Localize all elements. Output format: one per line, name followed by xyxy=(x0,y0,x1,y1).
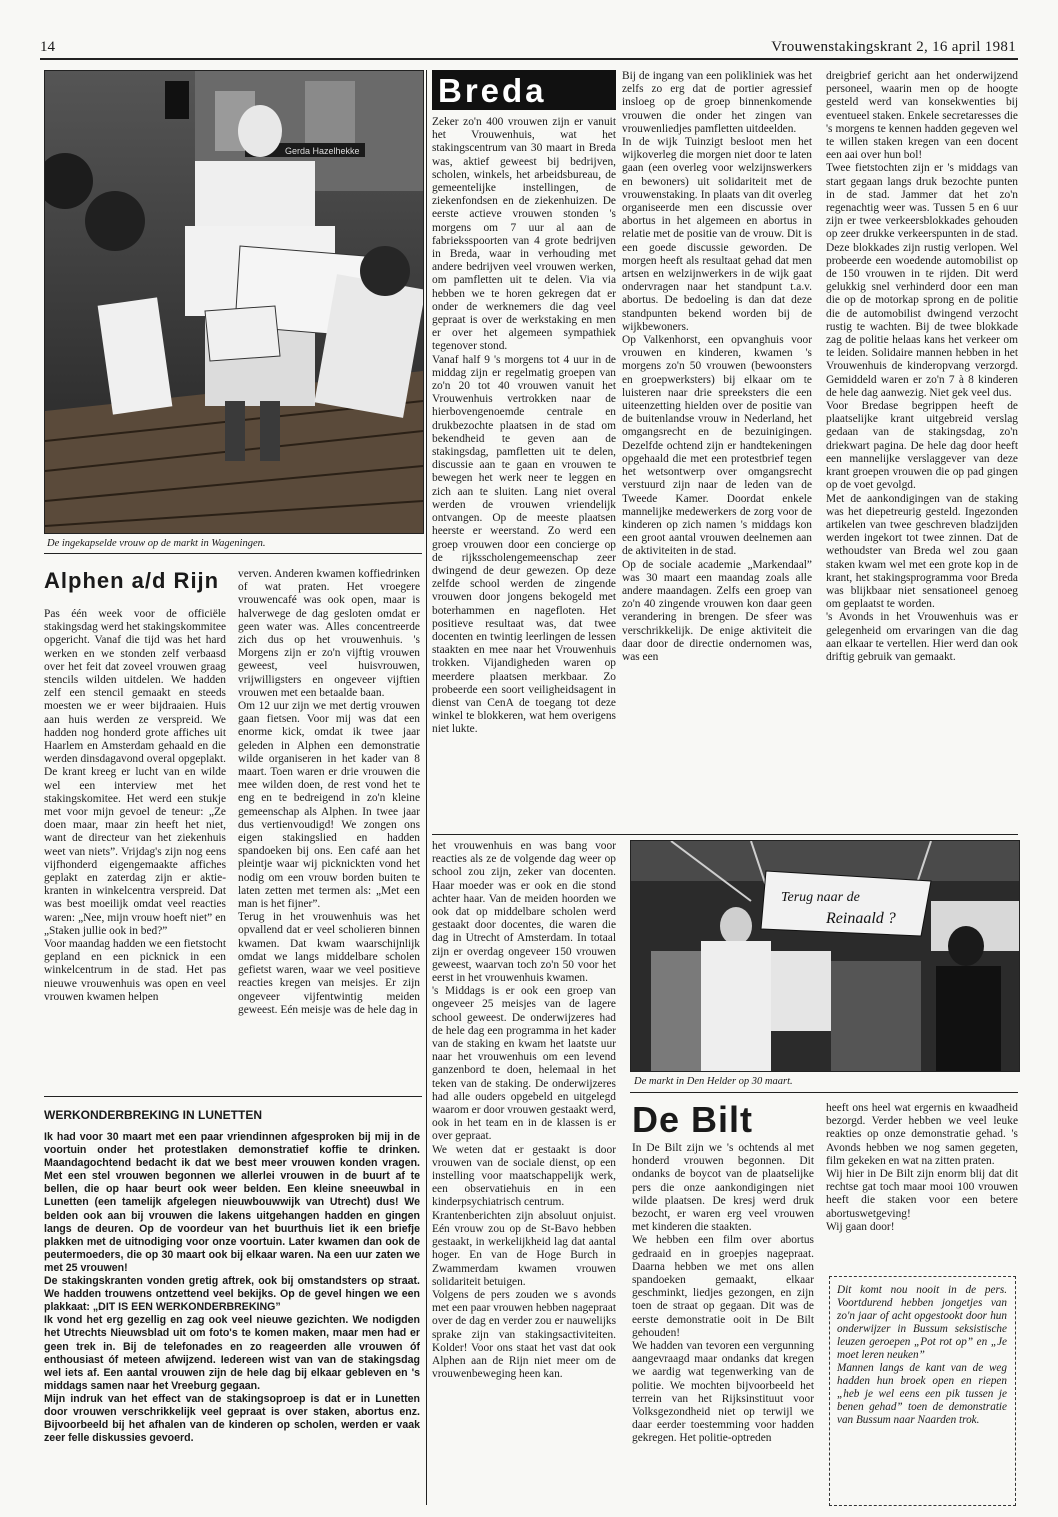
lunetten-headline: WERKONDERBREKING IN LUNETTEN xyxy=(44,1108,262,1122)
photo-den-helder-caption: De markt in Den Helder op 30 maart. xyxy=(634,1076,793,1087)
photo-den-helder-image xyxy=(631,841,1019,1071)
photo-sign-text: Gerda Hazelhekke xyxy=(285,146,360,156)
breda-bottom-rule xyxy=(432,834,1018,835)
alphen-bottom-rule xyxy=(44,1096,422,1097)
lunetten-body: Ik had voor 30 maart met een paar vriendinnen afgesproken bij mij in de voortuin onder het protestlaken demonstratief koffie te drinken. Maandagochtend bedacht ik dat we best meer vrouwen konden vragen. Met een stel vrouwen begonnen we allerlei vrouwen in de buurt af te bellen, die op haar beurt ook weer belden. Een kleine sneeuwbal in Lunetten (een tamelijk afgelegen nieuwbouwwijk van Utrecht) dus! We belden ook aan bij vrouwen die lakens uitgehangen hadden en gingen langs de deuren. Op de voordeur van het buurthuis liet ik een briefje plakken met de uitnodiging voor onze voortuin. Later kwamen dan ook de peutermoeders, die op 30 maart ook bij elkaar waren. Na een uur zaten we met 25 vrouwen! De stakingskranten vonden gretig aftrek, ook bij omstandsters op straat. We hadden trouwens ontzettend veel bekijks. Op de gevel hingen we een plakkaat: „DIT IS EEN WERKONDERBREKING” Ik vond het erg gezellig en zag ook veel nieuwe gezichten. We nodigden het Utrechts Nieuwsblad uit om foto's te komen maken, maar men had er geen trek in. Bij de telefonades en zo reageerden alle vrouwen óf enthousiast óf meteen afwijzend. Iedereen wist van van de stakingsdag wel iets af. Een aantal vrouwen zijn de hele dag bij elkaar gebleven en 's middags samen naar het Vreeburg gegaan. Mijn indruk van het effect van de stakingsoproep is dat er in Lunetten door vrouwen verschrikkelijk veel gepraat is over staken, abortus enz. Bijvoorbeeld bij het afhalen van de kinderen op scholen, werden er vaak zeer felle diskussies gevoerd. xyxy=(44,1131,420,1445)
debilt-headline: De Bilt xyxy=(632,1099,754,1140)
masthead: Vrouwenstakingskrant 2, 16 april 1981 xyxy=(771,39,1016,55)
alphen-headline: Alphen a/d Rijn xyxy=(44,568,220,593)
photo-wageningen xyxy=(44,70,424,534)
boxed-note-text: Dit komt nou nooit in de pers. Voortdurend hebben jongetjes van zo'n jaar of acht opgestookt door hun onderwijzer in Bussum seksistische leuzen geroepen „Pot rot op” en „Je moet leren neuken” Mannen langs de kant van de weg hadden hun broek open en riepen „heb je wel eens een pik tussen je benen gehad” toen de demonstratie van Bussum naar Naarden trok. xyxy=(837,1284,1007,1426)
breda-column-1: Zeker zo'n 400 vrouwen zijn er vanuit het Vrouwenhuis, wat het stakingscentrum van 30 maart in Breda was, aktief geweest bij bedrijven, scholen, winkels, het arbeidsbureau, de gemeentelijke instellingen, de ziekenfondsen en de ziekenhuizen. De eerste actieve vrouwen stonden 's morgens om 7 uur al aan de fabrieksspoorten van 4 grote bedrijven in Breda, waar in verhouding met andere bedrijven veel vrouwen werken, om pamfletten uit te delen. Via via hebben we te horen gekregen dat er onder de werknemers die dag veel gepraat is over de werkstaking en men er over het algemeen sympathiek tegenover stond. Vanaf half 9 's morgens tot 4 uur in de middag zijn er regelmatig groepen van zo'n 20 tot 40 vrouwen vanuit het Vrouwenhuis vertrokken naar de hierbovengenoemde centrale en drukbezochte plaatsen in de stad om bekendheid te geven aan de stakingsdag, pamfletten uit te delen, discussie aan te gaan en vrouwen te bewegen het werk neer te leggen en zich aan te sluiten. Lang niet overal werden de vrouwen vriendelijk ontvangen. Op de meeste plaatsen heerste er weerstand. Zo werd een groep vrouwen door een concierge op de rijksscholengemeenschap zeer dwingend de deur gewezen. Op deze zelfde school werden de zingende vrouwen door jongens bekogeld met boterhammen en nagefloten. Het positieve resultaat was, dat twee docenten en twintig leerlingen de lessen staakten en mee naar het Vrouwenhuis trokken. Vijandigheden waren op meerdere plaatsen merkbaar. Zo probeerde een soort veiligheidsagent in dienst van CenA de toegang tot deze winkel te blokkeren, wat hem overigens niet lukte. xyxy=(432,116,616,736)
photo-sign-text-1: Terug naar de xyxy=(781,890,860,905)
header-rule xyxy=(40,58,1018,60)
photo-wageningen-image xyxy=(45,71,423,533)
alphen-continuation: het vrouwenhuis en was bang voor reacties als ze de volgende dag weer op school zou zijn, zeker van docenten. Haar moeder was er ook en die stond achter haar. Van de meiden hoorden we ook dat op middelbare scholen werd gestaakt door docentes, die waren die dag in Utrecht of Amsterdam. In totaal zijn er overdag ongeveer 150 vrouwen geweest, waarvan toch zo'n 50 voor het eerst in het vrouwenhuis kwamen. 's Middags is er ook een groep van ongeveer 25 meisjes van de lagere school geweest. De onderwijzeres had de hele dag een programma in het kader van de staking en kwam het laatste uur naar het vrouwenhuis om een levend ganzenbord te doen, helemaal in het teken van de staking. De onderwijzeres had alle ouders opgebeld en uitgelegd waarom er door vrouwen gestaakt werd, ook in het team en in de klassen is er over gepraat. We weten dat er gestaakt is door vrouwen van de sociale dienst, op een instelling voor maatschappelijk werk, een observatiehuis en in een kinderpsychiatrisch centrum. Krantenberichten zijn absoluut onjuist. Eén vrouw zou op de St-Bavo hebben gestaakt, in werkelijkheid lag dat aantal hoger. En van de Hoge Burch in Zwammerdam kwamen vrouwen solidariteit betuigen. Volgens de pers zouden we s avonds met een paar vrouwen hebben nagepraat over de dag en verder zou er nauwelijks sprake zijn van stakingsactiviteiten. Kolder! Voor ons staat het vast dat ook Alphen aan de Rijn niet meer om de vrouwenbeweging heen kan. xyxy=(432,840,616,1381)
page-number: 14 xyxy=(40,39,55,55)
photo-sign-text-2: Reinaald ? xyxy=(826,910,896,927)
photo-wageningen-rule xyxy=(44,553,422,554)
photo-wageningen-caption: De ingekapselde vrouw op de markt in Wageningen. xyxy=(47,538,266,549)
alphen-column-2: verven. Anderen kwamen koffiedrinken of wat praten. Het vroegere vrouwencafé was ook open, maar is halverwege de dag gesloten omdat er geen water was. Alles concentreerde zich dus op het vrouwenhuis. 's Morgens zijn er zo'n vijftig vrouwen geweest, veel huisvrouwen, vrijwilligsters en ongeveer vijftien vrouwen met een betaalde baan. Om 12 uur zijn we met dertig vrouwen gaan fietsen. Voor mij was dat een enorme kick, omdat ik twee jaar geleden in Alphen een demonstratie wilde organiseren in het kader van 8 maart. Toen waren er drie vrouwen die mee wilden doen, de rest vond het te eng en te bedreigend in zo'n kleine gemeenschap als Alphen. In twee jaar dus vertienvoudigd! We zongen ons eigen stakingslied en hadden spandoeken bij ons. Een café aan het pleintje waar wij picknickten vond het nodig om een vrouw borden buiten te laten zetten met termen als: „Met een man is het fijner”. Terug in het vrouwenhuis was het opvallend dat er veel scholieren binnen kwamen. Dat kwam waarschijnlijk omdat we langs middelbare scholen gefietst waren, waar we veel positieve reacties kregen van meisjes. Er zijn ongeveer vijfentwintig meiden geweest. Eén meisje was de hele dag in xyxy=(238,568,420,1016)
column-divider xyxy=(426,70,427,1505)
photo-den-helder-rule xyxy=(630,1092,1018,1093)
alphen-column-1: Pas één week voor de officiële stakingsdag werd het stakingskommitee opgericht. Vanaf die tijd was het hard werken en we stonden zelf verbaasd over het feit dat zoveel vrouwen graag stencils wilden uitdelen. We hadden zelf een stencil gemaakt en steeds moesten we er weer bijdraaien. Huis aan huis werden ze verspreid. We hadden nog honderd grote affiches uit Haarlem en Amsterdam gehaald en die werden dinsdagavond overal opgeplakt. De krant kreeg er lucht van en wilde wel een interview met het stakingskomitee. Het werd een stukje met voor mijn gevoel de teneur: „Ze doen maar, maar zin heeft het niet, want de directeur van het ziekenhuis weet van niets”. Vrijdag's zijn nog eens vijfhonderd eigengemaakte affiches geplakt en zaterdag zijn er aktie-kranten in winkelcentra verspreid. Dat was best moeilijk omdat veel reacties waren: „Nee, mijn vrouw hoeft niet” en „Staken jullie ook in bed?” Voor maandag hadden we een fietstocht gepland en een picknick in een winkelcentrum in de stad. Het pas nieuwe vrouwenhuis was open en veel vrouwen kwamen helpen xyxy=(44,608,226,1003)
photo-den-helder xyxy=(630,840,1020,1072)
breda-headline: Breda xyxy=(438,72,547,109)
breda-column-2: Bij de ingang van een polikliniek was het zelfs zo erg dat de portier agressief insloeg op de groep binnenkomende vrouwen die onder het zingen van vrouwenliedjes pamfletten uitdeelden. In de wijk Tuinzigt besloot men het wijkoverleg die morgen niet door te laten gaan (een overleg voor welzijnswerkers en bewoners) uit solidariteit met de vrouwenstaking. In plaats van dit overleg organiseerde men een discussie over abortus in het algemeen en abortus in relatie met de positie van de vrouw. Dit is een goede discussie geworden. De morgen heeft als resultaat gehad dat men artsen en welzijnwerkers in de wijk gaat ondervragen naar het standpunt t.a.v. abortus. De bedoeling is dan dat deze standpunten bekend worden bij de wijkbewoners. Op Valkenhorst, een opvanghuis voor vrouwen en kinderen, kwamen 's morgens zo'n 50 vrouwen (bewoonsters en groepwerksters) bij elkaar om te luisteren naar drie spreeksters die een uiteenzetting hielden over de positie van de buitenlandse vrouw in Nederland, het omgangsrecht en de bezuinigingen. Dezelfde ochtend zijn er handtekeningen opgehaald die met een protestbrief tegen het wetsontwerp over omgangsrecht verstuurd zijn naar de leden van de Tweede Kamer. Doordat enkele mannelijke medewerkers de zorg voor de kinderen op zich namen 's middags kon een groot aantal vrouwen deelnemen aan de aktiviteiten in de stad. Op de sociale academie „Markendaal” was 30 maart een maandag zoals alle andere maandagen. Zelfs een groep van zo'n 40 zingende vrouwen kon daar geen verandering in brengen. De sfeer was verschrikkelijk. De enige aktiviteit die daar door de directie ondernomen was, was een xyxy=(622,70,812,663)
breda-column-3: dreigbrief gericht aan het onderwijzend personeel, waarin men op de hoogte gesteld werd van konsekwenties bij eventueel staken. Enkele secretaresses die 's morgens te kennen hadden gegeven wel te willen staken kregen van een docent een aai over hun bol! Twee fietstochten zijn er 's middags van start gegaan langs druk bezochte punten in de stad. Jammer dat het zo'n regenachtig weer was. Tussen 5 en 6 uur zijn er twee verkeersblokkades gehouden op zeer drukke verkeerspunten in de stad. Deze blokkades zijn rustig verlopen. Wel probeerde een woedende automobilist op de 150 vrouwen in te rijden. Dit werd gelukkig snel verhinderd door een man die op de motorkap sprong en de politie die de automobilist dwingend verzocht rustig te wachten. Bij de twee blokkade zag de politie helaas kans het verkeer om te leiden. Solidaire mannen hebben in het Vrouwenhuis de kinderopvang verzorgd. Gemiddeld waren er zo'n 7 à 8 kinderen de hele dag aanwezig. Niet gek veel dus. Voor Bredase begrippen heeft de plaatselijke krant uitgebreid verslag gedaan van de stakingsdag, zo'n driekwart pagina. De hele dag door heeft een mannelijke verslaggever van deze krant groepen vrouwen die op pad gingen op de voet gevolgd. Met de aankondigingen van de staking was het diepetreurig gesteld. Ingezonden artikelen van twee geschreven bladzijden werden ingekort tot twee zinnen. Dat de wethoudster van Breda wel zou gaan staken kwam wel met een grote kop in de krant, het stakingsprogramma voor Breda was blijkbaar niet sensationeel genoeg om geplaatst te worden. 's Avonds in het Vrouwenhuis was er gelegenheid om ervaringen van die dag aan elkaar te vertellen. Hier werd dan ook driftig gebruik van gemaakt. xyxy=(826,70,1018,663)
debilt-column-2: heeft ons heel wat ergernis en kwaadheid bezorgd. Verder hebben we veel leuke reakties op onze demonstratie gehad. 's Avonds hebben we nog samen gegeten, film gekeken en wat na zitten praten. Wij hier in De Bilt zijn enorm blij dat dit rechtse gat toch maar mooi 100 vrouwen heeft die staken voor een betere abortuswetgeving! Wij gaan door! xyxy=(826,1102,1018,1233)
debilt-column-1: In De Bilt zijn we 's ochtends al met honderd vrouwen begonnen. Dit ondanks de boycot van de plaatselijke pers die onze aankondigingen niet wilde plaatsen. De kresj werd druk bezocht, er waren erg veel vrouwen met kinderen die staakten. We hebben een film over abortus gedraaid en in groepjes nagepraat. Daarna hebben we met ons allen spandoeken gemaakt, elkaar geschminkt, liedjes gezongen, en zijn toen de straat op gegaan. Dit was de eerste demonstratie ooit in De Bilt gehouden! We hadden van tevoren een vergunning aangevraagd maar ondanks dat kregen we aardig wat tegenwerking van de politie. We mochten bijvoorbeeld het terrein van het Rijksinstituut voor Volksgezondheid niet op terwijl we daar eerder toestemming voor hadden gekregen. Het politie-optreden xyxy=(632,1142,814,1445)
